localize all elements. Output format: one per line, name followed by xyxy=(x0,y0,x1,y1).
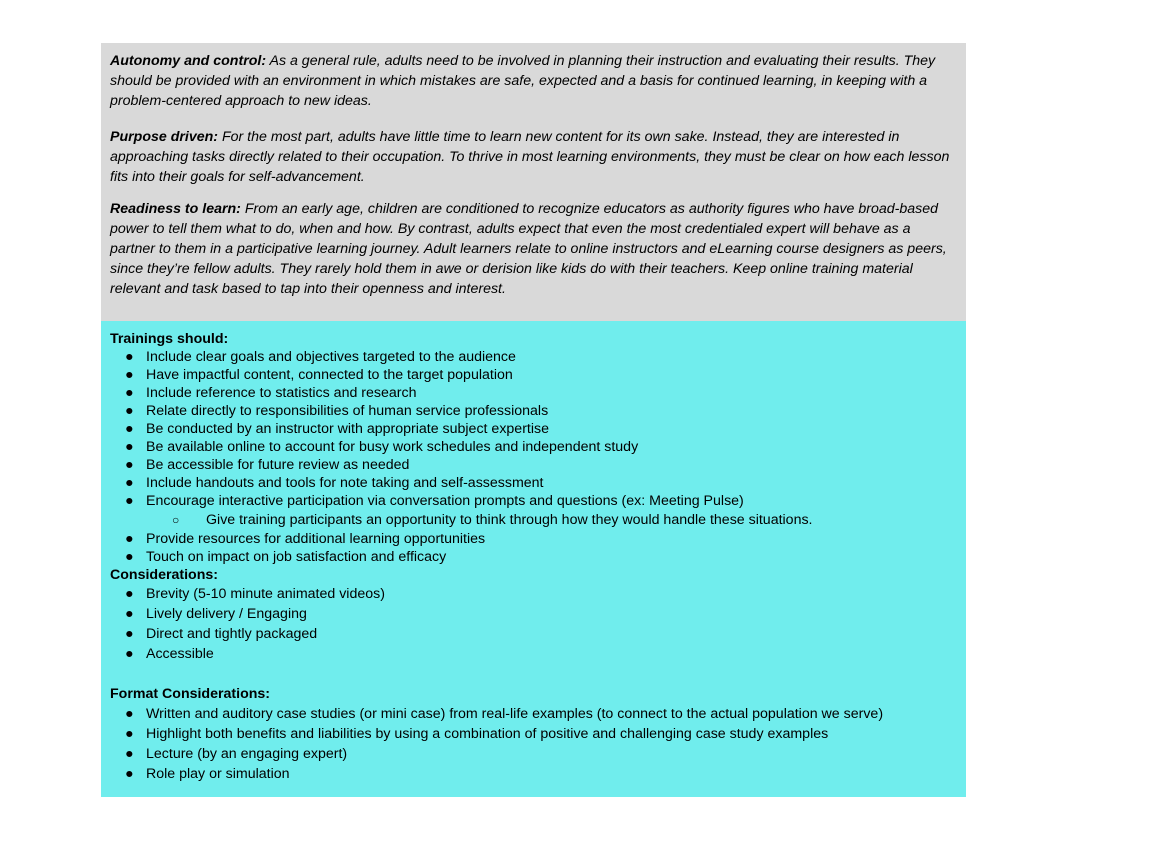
bullet-icon: ● xyxy=(125,349,134,365)
bullet-icon: ● xyxy=(125,421,134,437)
bullet-icon: ● xyxy=(125,626,134,642)
bullet-icon: ● xyxy=(125,493,134,509)
considerations-list xyxy=(110,584,957,664)
list-item: ● Include handouts and tools for note taking and self-assessment xyxy=(125,475,544,491)
bullet-icon: ● xyxy=(125,766,134,782)
considerations-heading: Considerations: xyxy=(110,567,218,583)
list-item: ● Accessible xyxy=(125,646,214,662)
purpose-text: For the most part, adults have little time to learn new content for its own sake. Instead, they are interested in approaching tasks directly related to their occupation. To thrive in most learning environments, they must be clear on how each lesson fits into their goals for self-advancement. xyxy=(110,129,950,185)
purpose-label: Purpose driven: xyxy=(110,129,219,145)
format-considerations-list xyxy=(110,704,957,784)
list-item: ● Relate directly to responsibilities of human service professionals xyxy=(125,403,549,419)
bullet-icon: ● xyxy=(125,403,134,419)
list-item: ● Have impactful content, connected to the target population xyxy=(125,367,513,383)
list-item: ● Be available online to account for busy work schedules and independent study xyxy=(125,439,639,455)
list-item: ● Role play or simulation xyxy=(125,766,290,782)
bullet-icon: ● xyxy=(125,457,134,473)
autonomy-paragraph xyxy=(110,51,957,111)
list-item: ● Touch on impact on job satisfaction and efficacy xyxy=(125,549,447,565)
list-item: ● Provide resources for additional learning opportunities xyxy=(125,531,486,547)
hollow-bullet-icon: ○ xyxy=(172,513,180,527)
list-item: ● Be conducted by an instructor with appropriate subject expertise xyxy=(125,421,549,437)
readiness-text: From an early age, children are conditioned to recognize educators as authority figures who have broad-based power to tell them what to do, when and how. By contrast, adults expect that even the most credentialed expert will behave as a partner to them in a participative learning journey. Adult learners relate to online instructors and eLearning course designers as peers, since they’re fellow adults. They rarely hold them in awe or derision like kids do with their teachers. Keep online training material relevant and task based to tap into their openness and interest. xyxy=(110,201,947,297)
list-item: ● Be accessible for future review as needed xyxy=(125,457,410,473)
sub-list-item: ○ Give training participants an opportunity to think through how they would handle these situations. xyxy=(172,512,813,528)
bullet-icon: ● xyxy=(125,439,134,455)
bullet-icon: ● xyxy=(125,367,134,383)
bullet-icon: ● xyxy=(125,726,134,742)
bullet-icon: ● xyxy=(125,586,134,602)
list-item: ● Written and auditory case studies (or mini case) from real-life examples (to connect to the actual population we serve) xyxy=(125,706,884,722)
list-item: ● Lively delivery / Engaging xyxy=(125,606,307,622)
list-item: ● Include reference to statistics and research xyxy=(125,385,417,401)
adult-learning-principles-block xyxy=(101,43,966,321)
bullet-icon: ● xyxy=(125,385,134,401)
autonomy-text: As a general rule, adults need to be involved in planning their instruction and evaluating their results. They should be provided with an environment in which mistakes are safe, expected and a basis for continued learning, in keeping with a problem-centered approach to new ideas. xyxy=(110,53,936,109)
training-recommendations-block xyxy=(101,321,966,797)
trainings-list xyxy=(110,348,957,566)
bullet-icon: ● xyxy=(125,549,134,565)
spacer xyxy=(110,664,957,684)
list-item: ● Brevity (5-10 minute animated videos) xyxy=(125,586,385,602)
list-item: ● Direct and tightly packaged xyxy=(125,626,318,642)
list-item: ● Lecture (by an engaging expert) xyxy=(125,746,348,762)
purpose-paragraph xyxy=(110,127,957,187)
readiness-label: Readiness to learn: xyxy=(110,201,241,217)
bullet-icon: ● xyxy=(125,746,134,762)
bullet-icon: ● xyxy=(125,475,134,491)
trainings-heading: Trainings should: xyxy=(110,331,229,347)
bullet-icon: ● xyxy=(125,706,134,722)
bullet-icon: ● xyxy=(125,646,134,662)
list-item: ● Encourage interactive participation via conversation prompts and questions (ex: Meeting Pulse) xyxy=(125,493,744,509)
readiness-paragraph xyxy=(110,199,957,299)
bullet-icon: ● xyxy=(125,606,134,622)
format-considerations-heading: Format Considerations: xyxy=(110,686,271,702)
autonomy-label: Autonomy and control: xyxy=(110,53,267,69)
bullet-icon: ● xyxy=(125,531,134,547)
list-item: ● Include clear goals and objectives targeted to the audience xyxy=(125,349,516,365)
list-item: ● Highlight both benefits and liabilities by using a combination of positive and challenging case study examples xyxy=(125,726,829,742)
